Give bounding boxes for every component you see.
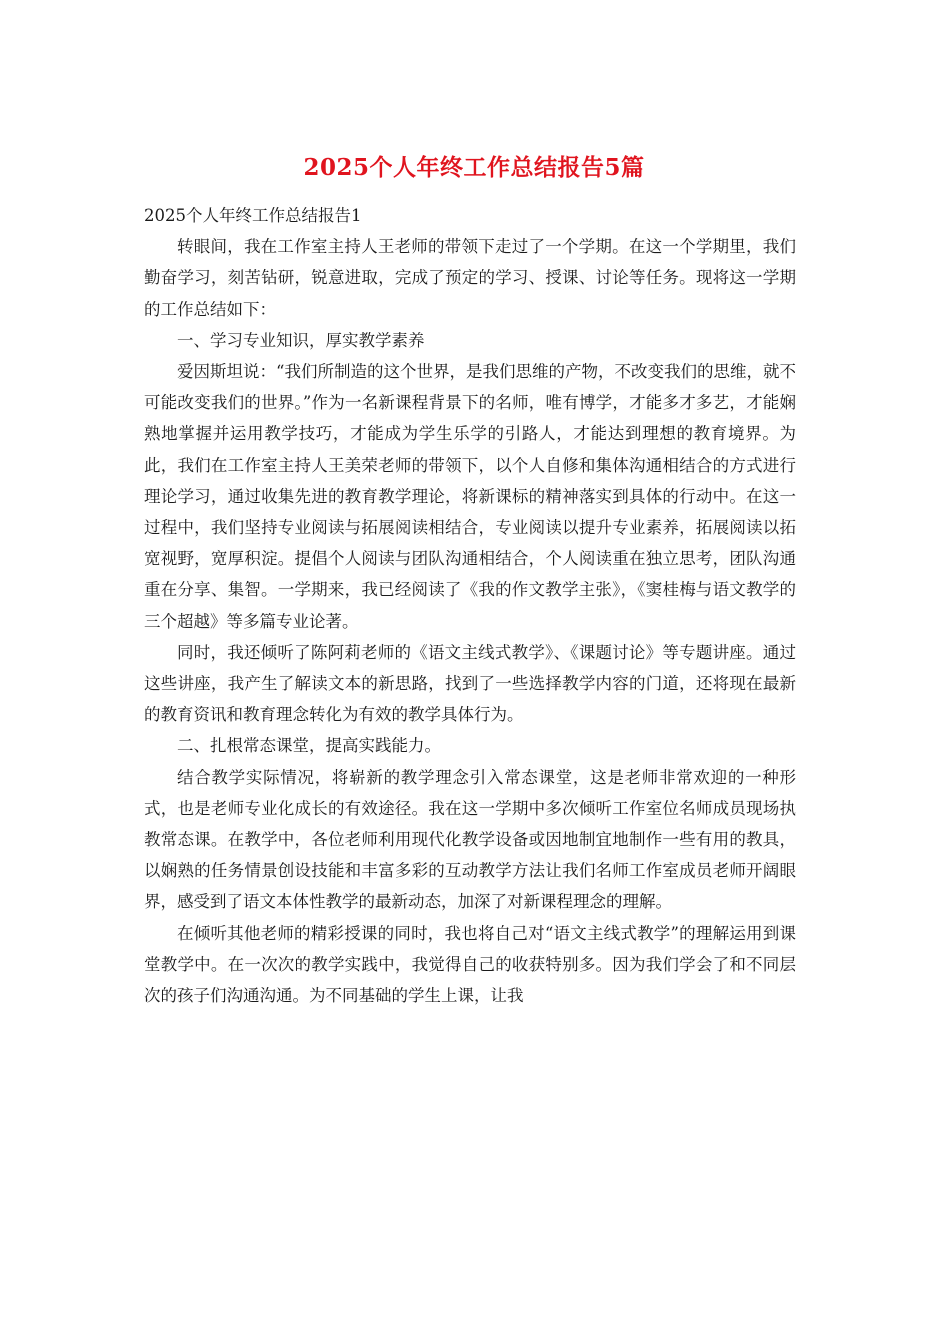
paragraph-practice: 在倾听其他老师的精彩授课的同时，我也将自己对“语文主线式教学”的理解运用到课堂教学中。在一次次的教学实践中，我觉得自己的收获特别多。因为我们学会了和不同层次的孩子们沟通沟通。为不同基础的学生上课，让我: [144, 923, 796, 1006]
section-heading-2: 二、扎根常态课堂，提高实践能力。: [177, 736, 441, 756]
paragraph-lectures: 同时，我还倾听了陈阿莉老师的《语文主线式教学》、《课题讨论》等专题讲座。通过这些讲座，我产生了解读文本的新思路，找到了一些选择教学内容的门道，还将现在最新的教育资讯和教育理念转化为有效的教学具体行为。: [144, 642, 796, 725]
document-body: [144, 200, 796, 1011]
paragraph-einstein: 爱因斯坦说：“我们所制造的这个世界，是我们思维的产物，不改变我们的思维，就不可能改变我们的世界。”作为一名新课程背景下的名师，唯有博学，才能多才多艺，才能娴熟地掌握并运用教学技巧，才能成为学生乐学的引路人，才能达到理想的教育境界。为此，我们在工作室主持人王美荣老师的带领下，以个人自修和集体沟通相结合的方式进行理论学习，通过收集先进的教育教学理论，将新课标的精神落实到具体的行动中。在这一过程中，我们坚持专业阅读与拓展阅读相结合，专业阅读以提升专业素养，拓展阅读以拓宽视野，宽厚积淀。提倡个人阅读与团队沟通相结合，个人阅读重在独立思考，团队沟通重在分享、集智。一学期来，我已经阅读了《我的作文教学主张》，《窦桂梅与语文教学的三个超越》等多篇专业论著。: [144, 362, 796, 631]
section-subtitle: 2025个人年终工作总结报告1: [144, 206, 362, 225]
document-title: 2025个人年终工作总结报告5篇: [303, 154, 645, 181]
paragraph-intro: 转眼间，我在工作室主持人王老师的带领下走过了一个学期。在这一个学期里，我们勤奋学习，刻苦钻研，锐意进取，完成了预定的学习、授课、讨论等任务。现将这一学期的工作总结如下：: [144, 237, 796, 319]
section-heading-1: 一、学习专业知识，厚实教学素养: [177, 330, 425, 350]
paragraph-classroom: 结合教学实际情况，将崭新的教学理念引入常态课堂，这是老师非常欢迎的一种形式，也是老师专业化成长的有效途径。我在这一学期中多次倾听工作室位名师成员现场执教常态课。在教学中，各位老师利用现代化教学设备或因地制宜地制作一些有用的教具，以娴熟的任务情景创设技能和丰富多彩的互动教学方法让我们名师工作室成员老师开阔眼界，感受到了语文本体性教学的最新动态，加深了对新课程理念的理解。: [144, 767, 796, 912]
